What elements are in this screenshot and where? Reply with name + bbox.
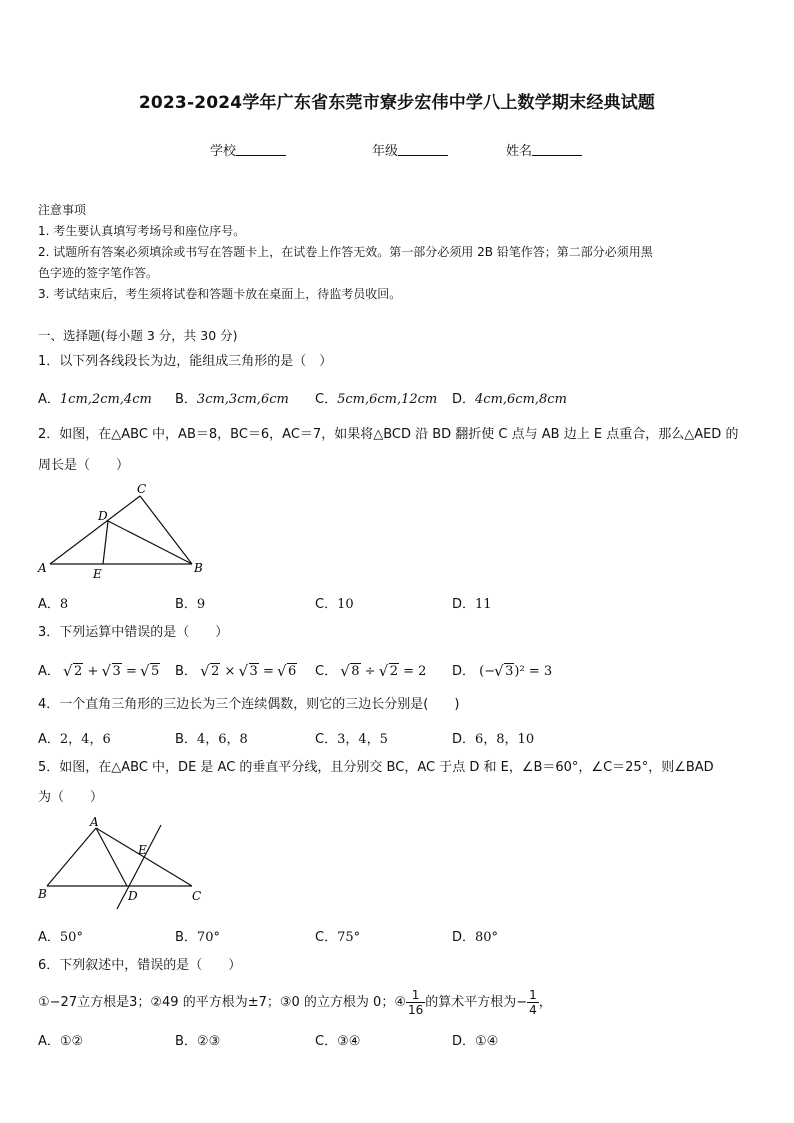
- q5-option-a[interactable]: A．50°: [38, 930, 83, 945]
- name-label: 姓名: [506, 144, 533, 159]
- q4-option-c[interactable]: C．3，4，5: [315, 732, 388, 747]
- notes-item: 1. 考生要认真填写考场号和座位序号。: [38, 224, 246, 238]
- q4-option-b[interactable]: B．4，6，8: [175, 732, 248, 747]
- q2-option-b[interactable]: B．9: [175, 597, 206, 612]
- q5-option-c[interactable]: C．75°: [315, 930, 361, 945]
- sqrt: √ 2: [201, 664, 220, 679]
- fraction-one-quarter: $\frac{1}{4}$: [529, 988, 537, 1017]
- q2-option-d[interactable]: D．11: [452, 597, 492, 612]
- segment-cb: [140, 496, 192, 564]
- label-d: D: [128, 889, 138, 903]
- question-6-stem: 6．下列叙述中，错误的是（ ）: [38, 958, 242, 973]
- page-title: 2023-2024学年广东省东莞市寮步宏伟中学八上数学期末经典试题: [138, 93, 656, 113]
- question-3-stem: 3．下列运算中错误的是（ ）: [38, 625, 229, 640]
- q6-option-a[interactable]: A．①②: [38, 1034, 84, 1049]
- school-field: [210, 140, 286, 159]
- q2-triangle-figure: [30, 480, 220, 585]
- perpendicular-bisector: [117, 825, 161, 909]
- q2-option-a[interactable]: A．8: [38, 597, 69, 612]
- q1-option-b[interactable]: B．3cm,3cm,6cm: [175, 392, 289, 407]
- question-6-statement: ①−27立方根是3；②49 的平方根为±7；③0 的立方根为 0；④ $\frac{1}{16}$ 的算术平方根为− $\frac{1}{4}$ ，: [38, 988, 552, 1017]
- q5-option-b[interactable]: B．70°: [175, 930, 220, 945]
- notes-item: 色字迹的签字笔作答。: [38, 266, 159, 280]
- grade-label: 年级: [372, 144, 399, 159]
- label-a: A: [90, 815, 99, 829]
- fraction-one-sixteenth: $\frac{1}{16}$: [407, 988, 424, 1017]
- question-2-stem-line2: 周长是（ ）: [38, 458, 130, 473]
- label-c: C: [137, 482, 147, 496]
- label-e: E: [93, 567, 102, 581]
- notes-item: 3. 考试结束后，考生须将试卷和答题卡放在桌面上，待监考员收回。: [38, 287, 402, 301]
- question-4-stem: 4．一个直角三角形的三边长为三个连续偶数，则它的三边长分别是( ): [38, 697, 460, 712]
- label-b: B: [194, 561, 203, 575]
- name-blank[interactable]: [532, 143, 582, 156]
- school-blank[interactable]: [236, 143, 286, 156]
- notes-item: 2. 试题所有答案必须填涂或书写在答题卡上，在试卷上作答无效。第一部分必须用 2B 铅笔作答；第二部分必须用黑: [38, 245, 653, 259]
- q6-option-d[interactable]: D．①④: [452, 1034, 499, 1049]
- q6-option-b[interactable]: B．②③: [175, 1034, 221, 1049]
- q1-option-a[interactable]: A．1cm,2cm,4cm: [38, 392, 152, 407]
- q2-option-c[interactable]: C．10: [315, 597, 354, 612]
- notes-block: [38, 200, 763, 305]
- q1-option-c[interactable]: C．5cm,6cm,12cm: [315, 392, 438, 407]
- segment-db: [108, 521, 192, 564]
- segment-ab: [47, 828, 96, 886]
- grade-field: [372, 140, 448, 159]
- label-e: E: [138, 843, 147, 857]
- label-c: C: [192, 889, 202, 903]
- q4-option-a[interactable]: A．2，4，6: [38, 732, 111, 747]
- name-field: [506, 140, 582, 159]
- grade-blank[interactable]: [398, 143, 448, 156]
- school-label: 学校: [210, 144, 237, 159]
- q3-option-b[interactable]: B． √ 2 × √ 3 = √ 6: [175, 660, 297, 679]
- q5-option-d[interactable]: D．80°: [452, 930, 499, 945]
- sqrt: √ 8: [341, 664, 360, 679]
- q1-option-d[interactable]: D．4cm,6cm,8cm: [452, 392, 567, 407]
- question-2-stem-line1: 2．如图，在△ABC 中，AB＝8，BC＝6，AC＝7，如果将△BCD 沿 BD 翻折使 C 点与 AB 边上 E 点重合，那么△AED 的: [38, 427, 739, 442]
- question-1-stem: 1．以下列各线段长为边，能组成三角形的是（ ）: [38, 354, 333, 369]
- q6-option-c[interactable]: C．③④: [315, 1034, 361, 1049]
- q4-option-d[interactable]: D．6，8，10: [452, 732, 535, 747]
- q3-option-a[interactable]: A． √ 2 + √ 3 = √ 5: [38, 660, 160, 679]
- q3-option-d[interactable]: D． (−√ 3)² = 3: [452, 660, 552, 679]
- notes-heading: 注意事项: [38, 203, 87, 217]
- label-b: B: [38, 887, 47, 901]
- sqrt: √ 3: [240, 664, 259, 679]
- q5-triangle-figure: [30, 812, 215, 914]
- question-5-stem-line2: 为（ ）: [38, 790, 104, 805]
- sqrt: √ 3: [103, 664, 122, 679]
- question-5-stem-line1: 5．如图，在△ABC 中，DE 是 AC 的垂直平分线，且分别交 BC，AC 于点 D 和 E，∠B＝60°，∠C＝25°，则∠BAD: [38, 760, 714, 775]
- label-d: D: [98, 509, 108, 523]
- segment-de: [103, 521, 108, 564]
- sqrt: √ 2: [64, 664, 83, 679]
- q3-option-c[interactable]: C． √ 8 ÷ √ 2 = 2: [315, 660, 426, 679]
- section-heading: 一、选择题(每小题 3 分，共 30 分): [38, 328, 238, 343]
- sqrt: √ 3: [495, 664, 514, 679]
- label-a: A: [38, 561, 47, 575]
- sqrt: √ 6: [278, 664, 297, 679]
- sqrt: √ 5: [141, 664, 160, 679]
- sqrt: √ 2: [380, 664, 399, 679]
